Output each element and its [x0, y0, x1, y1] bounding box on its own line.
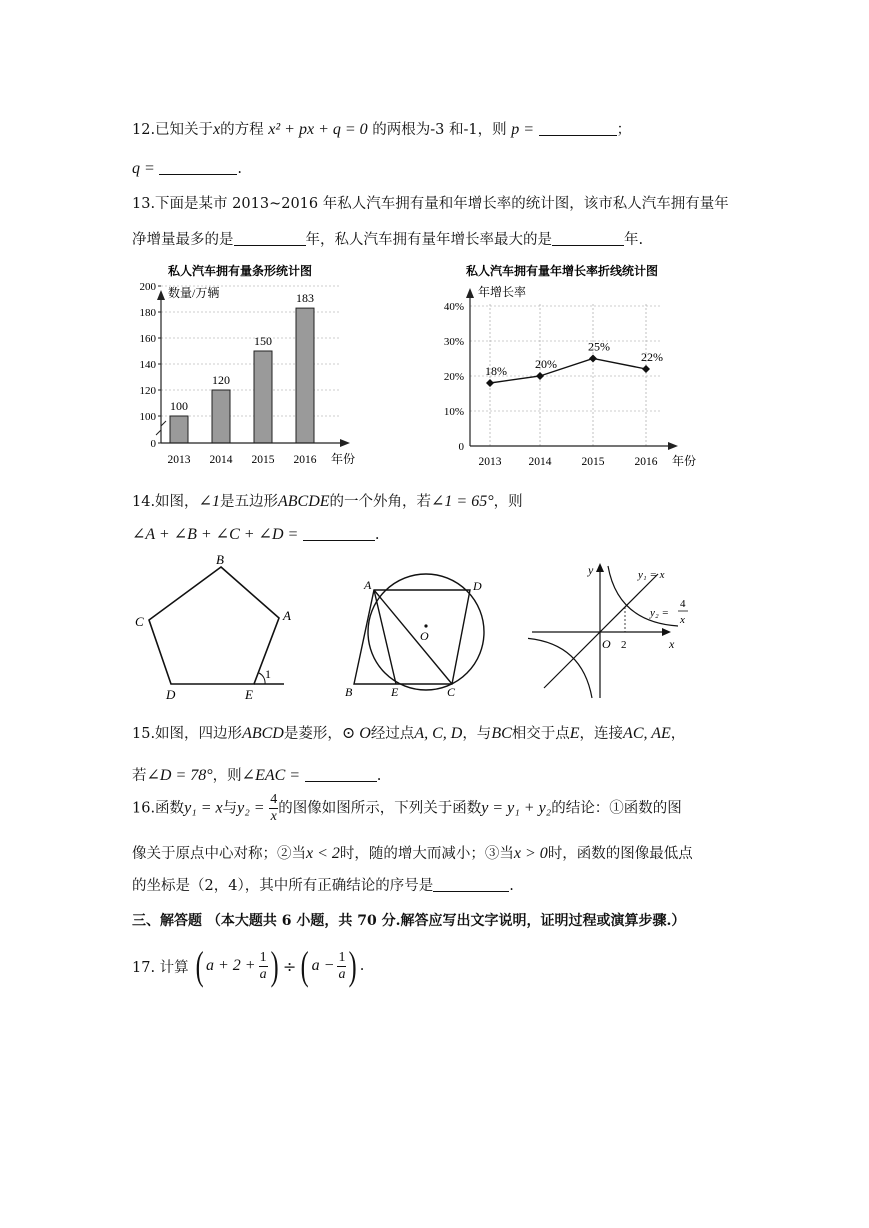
- label-a: A: [364, 578, 372, 592]
- q15-segments: AC, AE: [623, 725, 671, 742]
- q13-line1: 13.下面是某市 2013~2016 年私人汽车拥有量和年增长率的统计图，该市私人汽车拥有量年: [132, 196, 729, 212]
- pentagon-shape: [149, 567, 279, 684]
- q17-right-paren-1: ): [270, 943, 279, 988]
- q12-q-answer-blank[interactable]: [159, 160, 237, 175]
- q16-y1: y₁ = x: [184, 799, 223, 817]
- bar-chart-ytick-label: 140: [139, 359, 156, 371]
- q14-text: 的一个外角，若: [329, 494, 432, 510]
- q12-equation: x² + px + q = 0: [268, 121, 368, 138]
- line-chart-point-2015: [589, 355, 597, 363]
- q15-point-e: E: [569, 725, 580, 742]
- q16-line2: [132, 842, 693, 863]
- q12-p-answer-blank[interactable]: [539, 121, 617, 136]
- q12-text: 的方程: [220, 122, 264, 138]
- graph-label-y2-lhs: y₂ =: [650, 607, 669, 619]
- q16-y2-fraction: [269, 792, 278, 825]
- label-d: D: [166, 687, 176, 702]
- q16-ysum: y = y₁ + y₂: [481, 799, 552, 817]
- line-chart-ytick-label: 30%: [443, 336, 464, 348]
- q16-text: 的图像如图所示，下列关于函数: [278, 800, 482, 817]
- q16-text: 的结论：①函数的图: [551, 800, 682, 817]
- q17-numerator-1: 1: [259, 949, 267, 965]
- graph-x-arrow: [662, 628, 671, 636]
- q13-text: 年.: [624, 232, 644, 248]
- label-a: A: [283, 608, 291, 623]
- q16-text: 时，随的增大而减小；③当: [339, 846, 514, 862]
- q16-line3: [132, 874, 514, 895]
- q17-expr-right: a −: [311, 957, 335, 974]
- q17-right-paren-2: ): [349, 943, 358, 988]
- line-chart-value-label: 20%: [535, 357, 557, 371]
- bar-chart-ytick-label: 180: [139, 307, 156, 319]
- q14-text: 是五边形: [219, 494, 278, 510]
- q15-condition: ∠D = 78°: [146, 767, 213, 784]
- q17-numerator-2: 1: [338, 949, 346, 965]
- line-chart-ytick-label: 10%: [443, 406, 464, 418]
- bar-chart-ytick-label: 200: [139, 281, 156, 293]
- line-chart-x-arrow: [668, 442, 678, 450]
- q16-answer-blank[interactable]: [433, 877, 509, 892]
- line-chart-point-2014: [536, 372, 544, 380]
- line-chart-point-2016: [642, 365, 650, 373]
- q15-quad-name: ABCD: [242, 725, 284, 742]
- graph-label-y1: y₁ = x: [638, 569, 665, 581]
- q17-left-paren-2: (: [300, 943, 309, 988]
- bar-chart-value-label: 100: [170, 399, 188, 413]
- q13-text: 净增量最多的是: [132, 232, 234, 248]
- q15-circle-name: ⊙ O: [341, 725, 371, 742]
- q17-left-paren-1: (: [195, 943, 204, 988]
- graph-label-y2-den: x: [680, 614, 685, 626]
- q15-text: 15.如图，四边形: [132, 726, 243, 742]
- bar-chart-x-arrow: [340, 439, 350, 447]
- q14-condition: ∠1 = 65°: [431, 493, 494, 510]
- q12-line1: [132, 118, 631, 139]
- line-chart-value-label: 18%: [485, 364, 507, 378]
- line-chart-value-label: 22%: [641, 350, 663, 364]
- line-chart-series-line: [490, 359, 646, 384]
- q15-line1: [132, 722, 685, 743]
- bar-chart-xtick-label: 2016: [293, 454, 317, 466]
- q15-question: ∠EAC =: [241, 767, 301, 784]
- q14-text: ，则: [493, 494, 523, 510]
- line-chart-ytick-label: 40%: [443, 301, 464, 313]
- bar-chart-value-label: 120: [212, 373, 230, 387]
- bar-chart: [128, 258, 378, 470]
- pentagon-figure: [128, 550, 298, 702]
- q12-text: 的两根为-3 和-1，则: [372, 122, 507, 138]
- graph-label-y2-num: 4: [680, 598, 686, 610]
- q16-text: 与: [222, 800, 238, 817]
- bar-chart-bar-2013: [170, 416, 188, 443]
- bar-chart-xtick-label: 2014: [209, 454, 233, 466]
- graph-label-y: y: [588, 563, 594, 577]
- bar-chart-ytick-label: 160: [139, 333, 156, 345]
- bar-chart-ylabel: 数量/万辆: [168, 286, 220, 300]
- graph-label-origin: O: [602, 637, 611, 651]
- q17-division-sign: ÷: [282, 956, 297, 976]
- q15-answer-blank[interactable]: [305, 767, 377, 782]
- q14-answer-blank[interactable]: [303, 526, 375, 541]
- q12-q-label: q =: [132, 160, 155, 177]
- q15-line2: [132, 764, 381, 785]
- q15-text: ，与: [462, 726, 492, 742]
- q12-var-x: x: [213, 121, 221, 138]
- q13-answer-blank-1[interactable]: [234, 231, 306, 246]
- circle-rhombus-figure: [338, 572, 498, 702]
- line-chart-xlabel: 年份: [672, 454, 697, 468]
- q12-period: .: [237, 161, 243, 177]
- q12-p-label: p =: [511, 121, 535, 138]
- line-chart-title: 私人汽车拥有量年增长率折线统计图: [466, 264, 659, 278]
- center-point: [424, 624, 427, 627]
- q16-text: 像关于原点中心对称；②当: [132, 846, 306, 862]
- q15-text: 经过点: [370, 726, 415, 742]
- graph-y-arrow: [596, 563, 604, 572]
- line-chart-xtick-label: 2014: [528, 456, 552, 468]
- hyperbola-branch-negative: [528, 638, 592, 698]
- q16-period: .: [509, 878, 514, 894]
- label-e: E: [245, 687, 253, 702]
- label-c: C: [447, 685, 456, 699]
- q17-denominator-2: a: [338, 966, 346, 982]
- q14-period: .: [374, 527, 380, 543]
- line-chart-xtick-label: 2016: [634, 456, 658, 468]
- bar-chart-ytick-label: 100: [139, 411, 156, 423]
- bar-chart-ytick-label: 0: [150, 438, 156, 450]
- q13-answer-blank-2[interactable]: [552, 231, 624, 246]
- q14-angle1: ∠1: [198, 493, 220, 510]
- line-y1-equals-x: [544, 574, 658, 688]
- line-chart-y-arrow: [466, 288, 474, 298]
- q15-text: 是菱形，: [283, 726, 342, 742]
- line-chart-xtick-label: 2013: [478, 456, 502, 468]
- q12-text: 12.已知关于: [132, 122, 214, 138]
- q15-points: A, C, D: [414, 725, 463, 742]
- bar-chart-y-arrow: [157, 290, 165, 300]
- q14-angle-sum: ∠A + ∠B + ∠C + ∠D =: [132, 526, 299, 543]
- bar-chart-bar-2014: [212, 390, 230, 443]
- line-chart-value-label: 25%: [588, 339, 610, 354]
- q16-text: 的坐标是（2，4），其中所有正确结论的序号是: [132, 878, 434, 894]
- q16-y2-numerator: 4: [270, 792, 278, 807]
- bar-chart-value-label: 183: [296, 291, 314, 306]
- q15-comma: ，: [670, 726, 686, 742]
- label-o: O: [420, 629, 429, 643]
- line-chart-ytick-label: 20%: [443, 371, 464, 383]
- q13-text: 年，私人汽车拥有量年增长率最大的是: [305, 232, 552, 248]
- q17-label: 17. 计算: [132, 959, 189, 976]
- q15-side-bc: BC: [491, 725, 512, 742]
- q16-condition-2: x > 0: [513, 845, 548, 862]
- bar-chart-xlabel: 年份: [331, 452, 356, 466]
- q16-line1: [132, 792, 682, 825]
- q15-period: .: [376, 768, 382, 784]
- bar-chart-title: 私人汽车拥有量条形统计图: [168, 264, 313, 278]
- bar-chart-xtick-label: 2015: [251, 454, 275, 466]
- line-chart: [432, 258, 712, 470]
- q14-line1: [132, 490, 523, 511]
- q16-y2-denominator: x: [270, 809, 277, 824]
- label-d: D: [473, 579, 482, 593]
- q17-expr-left: a + 2 +: [206, 957, 256, 974]
- line-chart-point-2013: [486, 379, 494, 387]
- q14-pentagon-name: ABCDE: [277, 493, 330, 510]
- bar-chart-xtick-label: 2013: [167, 454, 191, 466]
- q17-line: [132, 944, 364, 988]
- bar-chart-bar-2015: [254, 351, 272, 443]
- q12-line2: [132, 160, 242, 178]
- graph-label-x: x: [669, 637, 675, 651]
- graph-label-2: 2: [621, 639, 627, 651]
- q12-semicolon: ；: [616, 122, 632, 138]
- q16-condition-1: x < 2: [306, 845, 340, 862]
- q17-denominator-1: a: [259, 966, 267, 982]
- label-b: B: [216, 552, 224, 567]
- line-chart-xtick-label: 2015: [581, 456, 605, 468]
- q16-text: 16.函数: [132, 800, 185, 817]
- label-angle-1: 1: [265, 667, 271, 681]
- label-b: B: [345, 685, 353, 699]
- section-three-heading: 三、解答题 （本大题共 6 小题，共 70 分.解答应写出文字说明，证明过程或演算步骤.）: [132, 913, 686, 929]
- q17-fraction-2: [337, 950, 346, 983]
- bar-chart-bar-2016: [296, 308, 314, 443]
- label-c: C: [135, 614, 144, 629]
- label-e: E: [391, 685, 399, 699]
- bar-chart-value-label: 150: [254, 334, 272, 348]
- q13-line2: [132, 228, 643, 249]
- q14-line2: [132, 524, 380, 544]
- q15-text: 相交于点: [511, 726, 570, 742]
- q15-text: ，连接: [579, 726, 624, 742]
- q16-y2-lhs: y₂ =: [237, 799, 265, 817]
- function-graph-figure: [528, 556, 708, 706]
- line-chart-ytick-label: 0: [458, 441, 464, 453]
- bar-chart-ytick-label: 120: [139, 385, 156, 397]
- line-chart-ylabel: 年增长率: [478, 285, 527, 299]
- q15-text: 若: [132, 768, 147, 784]
- q16-text: 时，函数的图像最低点: [547, 846, 693, 862]
- q17-fraction-1: [259, 950, 268, 983]
- rhombus-abcd: [354, 590, 470, 684]
- q15-text: ，则: [212, 768, 242, 784]
- q14-text: 14.如图，: [132, 494, 199, 510]
- q17-period: .: [359, 958, 365, 974]
